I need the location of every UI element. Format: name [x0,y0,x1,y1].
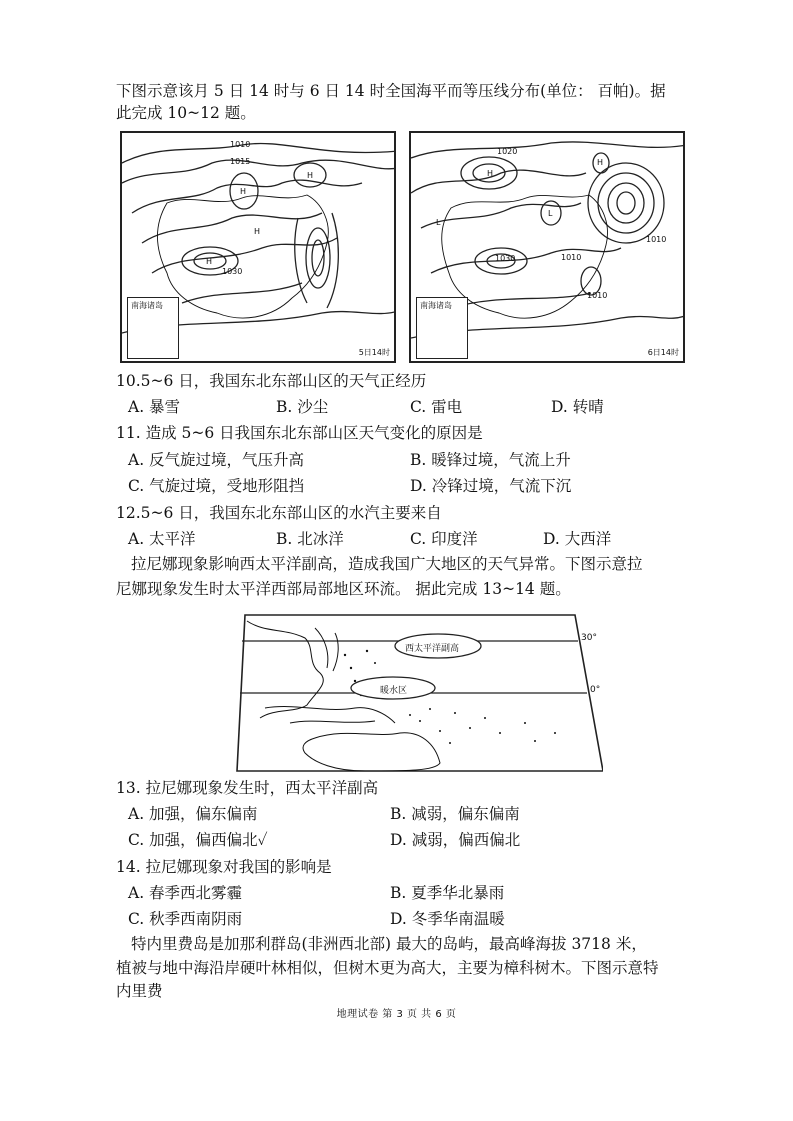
south-sea-inset [416,297,468,359]
q10-option-d[interactable]: D. 转晴 [551,398,604,416]
q14-option-d[interactable]: D. 冬季华南温暖 [390,910,505,928]
q12-stem: 12.5~6 日，我国东北东部山区的水汽主要来自 [116,504,442,522]
intro-line-1: 下图示意该月 5 日 14 时与 6 日 14 时全国海平而等压线分布(单位： 百帕)。据 [116,82,666,100]
q11-option-d[interactable]: D. 冷锋过境，气流下沉 [410,477,572,495]
pacific-map-drawing [235,613,603,773]
q13-option-d[interactable]: D. 减弱，偏西偏北 [390,831,521,849]
high-pressure-label: H [254,227,261,236]
q13-option-a[interactable]: A. 加强，偏东偏南 [128,805,258,823]
q11-option-a[interactable]: A. 反气旋过境，气压升高 [128,451,305,469]
high-pressure-label: H [206,257,213,266]
low-pressure-label: L [436,218,441,227]
high-pressure-label: H [597,158,604,167]
isobar-label: 1015 [230,157,251,166]
map-time-label: 6日14时 [647,348,679,357]
pressure-map-day6 [409,131,685,363]
q10-option-c[interactable]: C. 雷电 [410,398,463,416]
q14-option-c[interactable]: C. 秋季西南阴雨 [128,910,243,928]
inset-label: 南海诸岛 [420,301,452,310]
q11-option-c[interactable]: C. 气旋过境，受地形阻挡 [128,477,305,495]
intro-line-2: 此完成 10~12 题。 [116,104,256,122]
q13-option-c[interactable]: C. 加强，偏西偏北✓ [128,831,268,849]
intro3-line-1: 特内里费岛是加那利群岛(非洲西北部) 最大的岛屿，最高峰海拔 3718 米， [131,935,647,953]
q14-stem: 14. 拉尼娜现象对我国的影响是 [116,858,332,876]
high-pressure-label: H [240,187,247,196]
page-footer: 地理试卷 第 3 页 共 6 页 [336,1009,457,1020]
map-time-label: 5日14时 [358,348,390,357]
isobar-label: 1030 [495,254,516,263]
q10-option-b[interactable]: B. 沙尘 [276,398,329,416]
q10-stem: 10.5~6 日，我国东北东部山区的天气正经历 [116,372,427,390]
q12-option-a[interactable]: A. 太平洋 [128,530,196,548]
intro3-line-2: 植被与地中海沿岸硬叶林相似，但树木更为高大，主要为樟科树木。下图示意特 [116,959,659,977]
q14-option-b[interactable]: B. 夏季华北暴雨 [390,884,505,902]
intro2-line-1: 拉尼娜现象影响西太平洋副高，造成我国广大地区的天气异常。下图示意拉 [131,555,643,573]
q13-option-b[interactable]: B. 减弱，偏东偏南 [390,805,520,823]
inset-label: 南海诸岛 [131,301,163,310]
latitude-30-label: 30° [581,633,597,643]
q12-option-c[interactable]: C. 印度洋 [410,530,478,548]
isobar-label: 1010 [561,253,582,262]
low-pressure-label: L [548,209,553,218]
q10-option-a[interactable]: A. 暴雪 [128,398,181,416]
west-pacific-high-label: 西太平洋副高 [405,644,460,654]
isobar-label: 1010 [646,235,667,244]
isobar-label: 1020 [497,147,518,156]
pacific-circulation-map [235,613,603,773]
q11-option-b[interactable]: B. 暖锋过境，气流上升 [410,451,571,469]
q14-option-a[interactable]: A. 春季西北雾霾 [128,884,243,902]
isobar-label: 1010 [587,291,608,300]
high-pressure-label: H [307,171,314,180]
q12-option-d[interactable]: D. 大西洋 [543,530,612,548]
q12-option-b[interactable]: B. 北冰洋 [276,530,344,548]
q11-stem: 11. 造成 5~6 日我国东北东部山区天气变化的原因是 [116,424,483,442]
isobar-label: 1030 [222,267,243,276]
pressure-map-day5 [120,131,396,363]
warm-water-area-label: 暖水区 [380,686,408,696]
high-pressure-label: H [487,169,494,178]
isobar-label: 1010 [230,140,251,149]
q13-stem: 13. 拉尼娜现象发生时，西太平洋副高 [116,779,379,797]
latitude-0-label: 0° [590,685,601,695]
south-sea-inset [127,297,179,359]
intro2-line-2: 尼娜现象发生时太平洋西部局部地区环流。 据此完成 13~14 题。 [116,580,571,598]
intro3-line-3: 内里费 [116,982,163,1000]
